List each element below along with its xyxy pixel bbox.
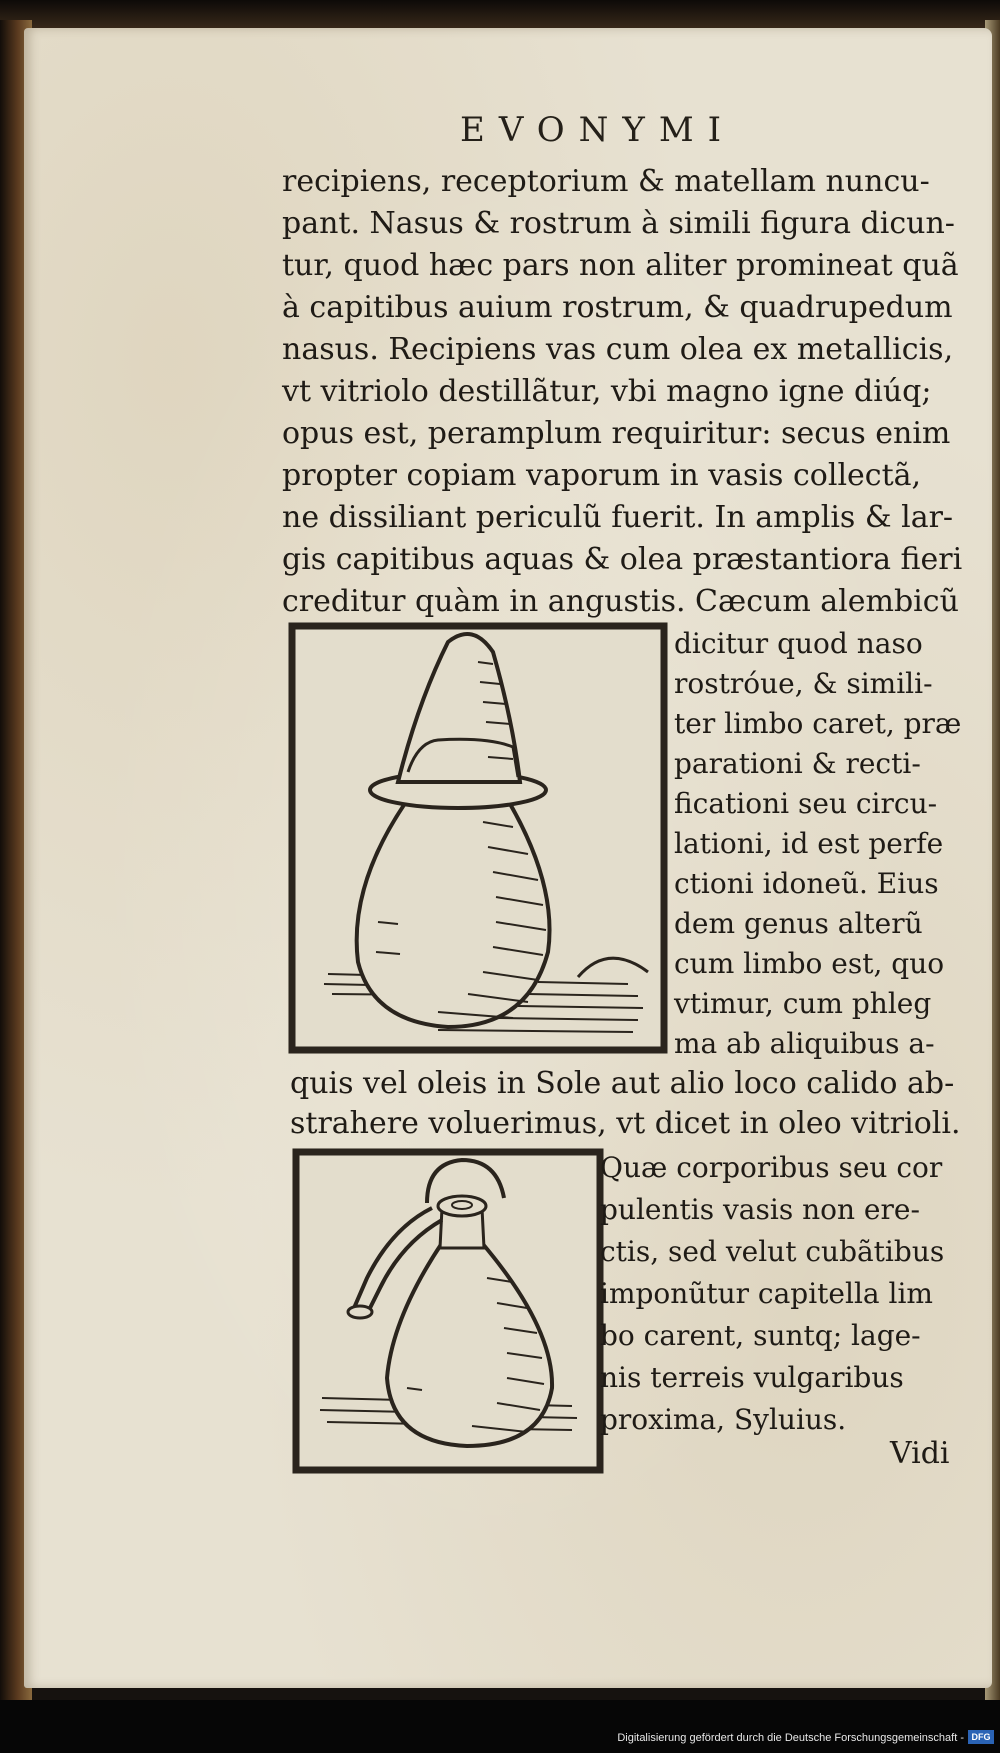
text-line: pant. Nasus & rostrum à simili figura dicun- [282, 206, 955, 241]
text-line: nasus. Recipiens vas cum olea ex metallicis, [282, 332, 954, 367]
text-line: dicitur quod naso [674, 627, 923, 660]
text-line: quis vel oleis in Sole aut alio loco calido ab- [290, 1066, 955, 1101]
figure-alembic-head-woodcut [292, 1148, 604, 1474]
text-line: propter copiam vaporum in vasis collectã, [282, 458, 922, 493]
text-line: rostróue, & simili- [674, 667, 933, 700]
text-line: proxima, Syluius. [600, 1403, 847, 1436]
figure-blind-alembic-woodcut [288, 622, 668, 1054]
text-line: creditur quàm in angustis. Cæcum alembicũ [282, 584, 959, 619]
text-line: strahere voluerimus, vt dicet in oleo vitrioli. [290, 1106, 961, 1141]
running-head: EVONYMI [460, 110, 736, 150]
text-line: parationi & recti- [674, 747, 921, 780]
text-line: cum limbo est, quo [674, 947, 945, 980]
text-line: dem genus alterũ [674, 907, 923, 940]
text-line: vt vitriolo destillãtur, vbi magno igne diúq; [282, 374, 932, 409]
dfg-logo: DFG [968, 1730, 994, 1744]
book-top-edge [0, 0, 1000, 30]
text-line: bo carent, suntq; lage- [600, 1319, 921, 1352]
text-line: Quæ corporibus seu cor [600, 1151, 943, 1184]
text-line: ma ab aliquibus a- [674, 1027, 935, 1060]
text-line: ne dissiliant periculũ fuerit. In amplis & lar- [282, 500, 954, 535]
digitization-credit: Digitalisierung gefördert durch die Deutsche Forschungsgemeinschaft - [617, 1732, 964, 1744]
text-line: ter limbo caret, præ [674, 707, 962, 740]
text-line: gis capitibus aquas & olea præstantiora fieri [282, 542, 963, 577]
catchword: Vidi [890, 1436, 950, 1471]
text-line: ctis, sed velut cubãtibus [600, 1235, 945, 1268]
text-line: ctioni idoneũ. Eius [674, 867, 939, 900]
text-line: nis terreis vulgaribus [600, 1361, 904, 1394]
text-line: à capitibus auium rostrum, & quadrupedum [282, 290, 953, 325]
text-line: ficationi seu circu- [674, 787, 938, 820]
text-line: recipiens, receptorium & matellam nuncu- [282, 164, 930, 199]
text-line: imponũtur capitella lim [600, 1277, 933, 1310]
text-line: vtimur, cum phleg [674, 987, 932, 1020]
text-line: pulentis vasis non ere- [600, 1193, 920, 1226]
text-line: lationi, id est perfe [674, 827, 944, 860]
digitization-footer-bar [0, 1700, 1000, 1753]
text-line: tur, quod hæc pars non aliter promineat quã [282, 248, 959, 283]
text-line: opus est, peramplum requiritur: secus enim [282, 416, 951, 451]
